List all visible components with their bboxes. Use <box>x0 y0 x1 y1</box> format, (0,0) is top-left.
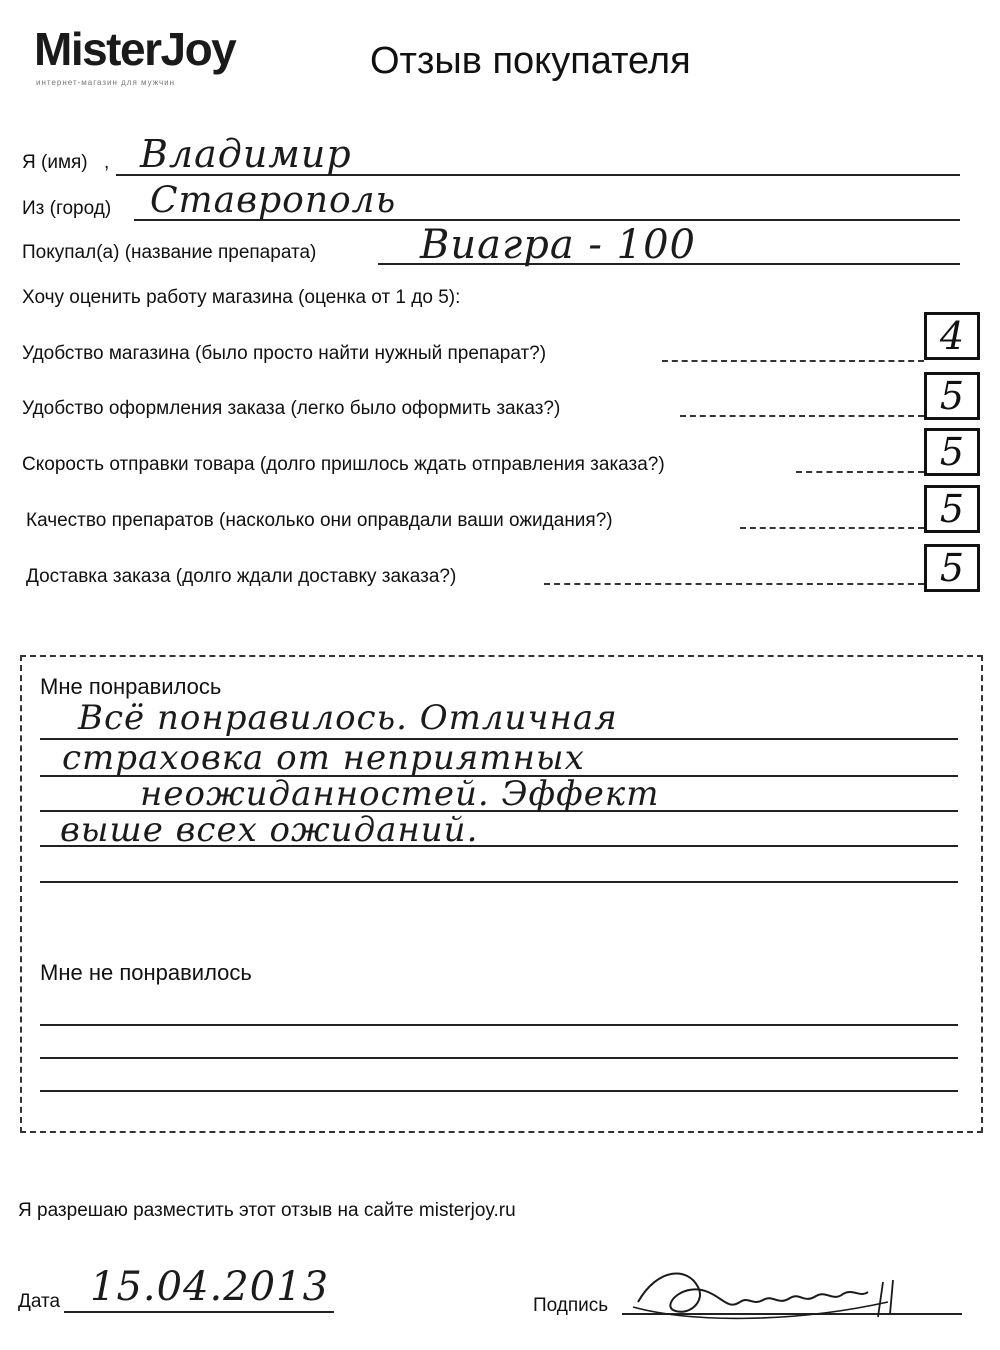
liked-text-2: страховка от неприятных <box>62 738 585 778</box>
rating-label-shipping: Скорость отправки товара (долго пришлось ждать отправления заказа?) <box>22 454 665 475</box>
rating-label-delivery: Доставка заказа (долго ждали доставку заказа?) <box>26 566 457 587</box>
rating-dots-quality <box>740 527 924 529</box>
disliked-line-1 <box>40 1024 958 1026</box>
rating-label-checkout: Удобство оформления заказа (легко было оформить заказ?) <box>22 398 561 419</box>
name-comma: , <box>104 152 110 173</box>
liked-title: Мне понравилось <box>40 674 222 699</box>
score-box-store: 4 <box>924 312 980 360</box>
rating-dots-store <box>662 360 924 362</box>
rating-label-store: Удобство магазина (было просто найти нужный препарат?) <box>22 343 547 364</box>
page-title: Отзыв покупателя <box>370 40 691 82</box>
name-label: Я (имя) <box>22 152 88 173</box>
rating-dots-delivery <box>544 583 924 585</box>
score-box-checkout: 5 <box>924 372 980 420</box>
liked-text-4: выше всех ожиданий. <box>60 810 479 850</box>
disliked-line-2 <box>40 1057 958 1059</box>
product-value: Виагра - 100 <box>420 222 696 268</box>
disliked-line-3 <box>40 1090 958 1092</box>
score-box-shipping: 5 <box>924 428 980 476</box>
product-label: Покупал(а) (название препарата) <box>22 242 317 263</box>
date-label: Дата <box>18 1291 61 1312</box>
rating-intro: Хочу оценить работу магазина (оценка от 1 до 5): <box>22 287 461 308</box>
permission-text: Я разрешаю разместить этот отзыв на сайте misterjoy.ru <box>18 1200 516 1221</box>
logo: MisterJoy <box>34 23 236 75</box>
city-label: Из (город) <box>22 198 112 219</box>
rating-dots-shipping <box>796 471 924 473</box>
name-value: Владимир <box>140 132 352 176</box>
rating-dots-checkout <box>680 415 924 417</box>
liked-text-3: неожиданностей. Эффект <box>140 774 660 814</box>
score-box-quality: 5 <box>924 485 980 533</box>
city-value: Ставрополь <box>150 180 397 221</box>
logo-tagline: интернет-магазин для мужчин <box>36 78 176 87</box>
rating-label-quality: Качество препаратов (насколько они оправдали ваши ожидания?) <box>26 510 613 531</box>
signature-image <box>628 1262 918 1332</box>
signature-label: Подпись <box>533 1295 609 1316</box>
disliked-title: Мне не понравилось <box>40 960 252 985</box>
liked-line-5 <box>40 881 958 883</box>
date-value: 15.04.2013 <box>90 1264 330 1310</box>
date-line <box>64 1311 334 1313</box>
score-box-delivery: 5 <box>924 544 980 592</box>
liked-text-1: Всё понравилось. Отличная <box>78 698 618 738</box>
